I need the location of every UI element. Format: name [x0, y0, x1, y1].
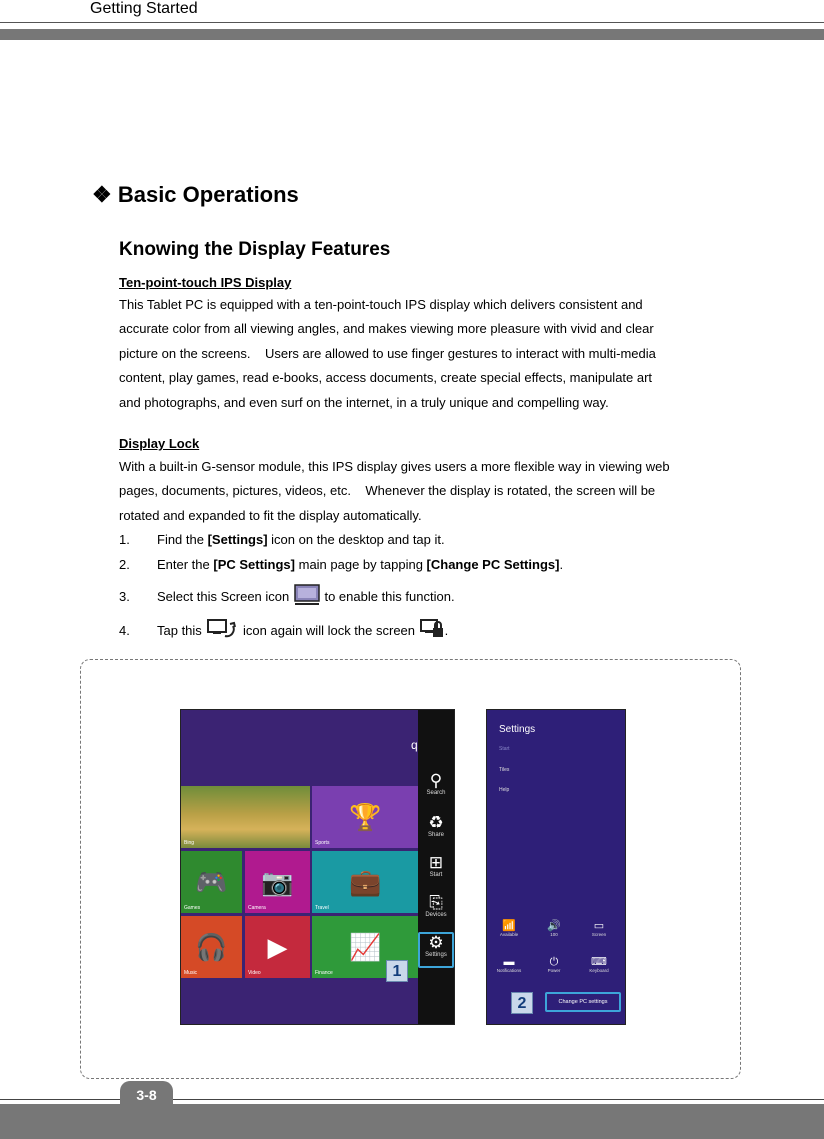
search-letter: q — [411, 738, 418, 752]
tile-video[interactable] — [245, 916, 310, 978]
gear-icon: ⚙ — [428, 933, 444, 952]
step-number: 4. — [119, 622, 130, 638]
step-4 — [119, 618, 448, 645]
trophy-icon: 🏆 — [349, 802, 382, 832]
screen-icon — [293, 584, 321, 611]
quick-power[interactable] — [534, 956, 574, 973]
quick-label: Power — [547, 968, 561, 973]
step-badge: 1 — [386, 960, 408, 982]
settings-item[interactable]: Tiles — [499, 767, 510, 773]
step-text: icon again will lock the screen — [239, 622, 419, 638]
charm-start[interactable] — [418, 854, 454, 878]
subsection-title: Knowing the Display Features — [119, 239, 391, 260]
settings-pane-screenshot — [486, 709, 626, 1025]
play-icon: ▶ — [267, 932, 288, 962]
keyboard-icon: ⌨ — [591, 956, 607, 968]
power-icon: ⏻ — [549, 956, 559, 968]
tile-label: Travel — [315, 905, 329, 911]
tile-travel[interactable] — [312, 851, 419, 913]
speaker-icon: 🔊 — [547, 920, 561, 932]
windows-icon: ⊞ — [428, 853, 444, 872]
headphones-icon: 🎧 — [195, 932, 228, 962]
step-text: Find the — [157, 532, 208, 547]
tile-label: Video — [248, 970, 261, 976]
quick-notifications[interactable] — [489, 956, 529, 973]
settings-item[interactable]: Start — [499, 746, 510, 752]
charm-label: Start — [429, 872, 443, 878]
section-title: ❖ Basic Operations — [92, 182, 299, 207]
tile-bing[interactable] — [181, 786, 310, 848]
lock-paragraph — [119, 455, 739, 528]
tile-label: Games — [184, 905, 201, 911]
tile-label: Camera — [248, 905, 266, 911]
step-number: 2. — [119, 557, 130, 572]
tile-games[interactable] — [181, 851, 242, 913]
step-emphasis: [Settings] — [207, 532, 268, 547]
step-text: . — [559, 557, 564, 572]
lock-label: Display Lock — [119, 436, 200, 451]
step-text: to enable this function. — [320, 588, 455, 604]
quick-screen[interactable] — [579, 920, 619, 937]
quick-network[interactable] — [489, 920, 529, 937]
step-text: Select this Screen icon — [157, 588, 293, 604]
step-number: 1. — [119, 532, 130, 547]
lock-line: rotated and expanded to fit the display automatically. — [119, 507, 422, 523]
charm-search[interactable] — [418, 772, 454, 796]
step-emphasis: [Change PC Settings] — [426, 557, 560, 572]
ips-line: picture on the screens. Users are allowed to use finger gestures to interact with multi-media — [119, 345, 656, 361]
share-icon: ♻ — [428, 813, 444, 832]
settings-title: Settings — [499, 724, 536, 735]
step-1 — [119, 531, 445, 549]
ips-line: and photographs, and even surf on the internet, in a truly unique and compelling way. — [119, 394, 609, 410]
tile-label: Finance — [315, 970, 333, 976]
wifi-icon: 📶 — [502, 920, 516, 932]
quick-keyboard[interactable] — [579, 956, 619, 973]
charm-label: Search — [426, 790, 446, 796]
suitcase-icon: 💼 — [349, 867, 382, 897]
step-number: 3. — [119, 588, 130, 604]
charm-label: Devices — [425, 912, 447, 918]
quick-label: Notifications — [496, 968, 522, 973]
page-number: 3-8 — [120, 1081, 173, 1109]
tile-label: Bing — [184, 840, 195, 846]
charms-bar — [418, 710, 454, 1024]
ips-line: accurate color from all viewing angles, and makes viewing more pleasure with vivid and clear — [119, 321, 654, 337]
ips-paragraph — [119, 293, 739, 415]
charm-label: Share — [427, 832, 444, 838]
quick-label: 100 — [550, 932, 558, 937]
header-bar — [0, 29, 824, 40]
start-screen-screenshot — [180, 709, 455, 1025]
gamepad-icon: 🎮 — [195, 867, 228, 897]
charm-settings[interactable] — [418, 932, 454, 968]
search-icon: ⚲ — [429, 771, 443, 790]
tile-label: Music — [184, 970, 198, 976]
charm-devices[interactable] — [418, 894, 454, 918]
step-text: Tap this — [157, 622, 206, 638]
rotate-screen-icon — [205, 618, 239, 645]
step-text: main page by tapping — [295, 557, 427, 572]
step-2 — [119, 556, 563, 574]
lock-line: pages, documents, pictures, videos, etc. Whenever the display is rotated, the screen will be — [119, 483, 656, 499]
settings-item[interactable]: Help — [499, 787, 510, 793]
change-pc-settings-button[interactable]: Change PC settings — [545, 992, 621, 1012]
step-text: icon on the desktop and tap it. — [267, 532, 445, 547]
ips-line: content, play games, read e-books, access documents, create special effects, manipulate art — [119, 370, 653, 386]
step-text: Enter the — [157, 557, 214, 572]
tile-label: Sports — [315, 840, 330, 846]
tile-camera[interactable] — [245, 851, 310, 913]
step-text: . — [444, 622, 449, 638]
quick-volume[interactable] — [534, 920, 574, 937]
screen-icon: ▭ — [593, 920, 605, 932]
quick-label: Available — [499, 932, 519, 937]
chart-up-icon: 📈 — [349, 932, 382, 962]
tile-sports[interactable] — [312, 786, 419, 848]
quick-label: Keyboard — [589, 968, 609, 973]
header-title: Getting Started — [90, 0, 198, 17]
charm-share[interactable] — [418, 814, 454, 838]
camera-icon: 📷 — [261, 867, 294, 897]
lock-line: With a built-in G-sensor module, this IPS display gives users a more flexible way in viewing web — [119, 459, 670, 474]
charm-label: Settings — [425, 952, 447, 958]
footer-bar — [0, 1104, 824, 1139]
quick-label: Screen — [591, 932, 607, 937]
devices-icon: ⎘ — [429, 893, 443, 912]
tile-music[interactable] — [181, 916, 242, 978]
step-badge: 2 — [511, 992, 533, 1014]
lock-screen-icon — [419, 618, 445, 645]
header-rule — [0, 22, 824, 23]
step-emphasis: [PC Settings] — [213, 557, 295, 572]
ips-label: Ten-point-touch IPS Display — [119, 275, 292, 290]
notifications-icon: ▬ — [503, 956, 515, 968]
ips-line: This Tablet PC is equipped with a ten-point-touch IPS display which delivers consistent and — [119, 297, 643, 312]
step-3 — [119, 584, 455, 611]
